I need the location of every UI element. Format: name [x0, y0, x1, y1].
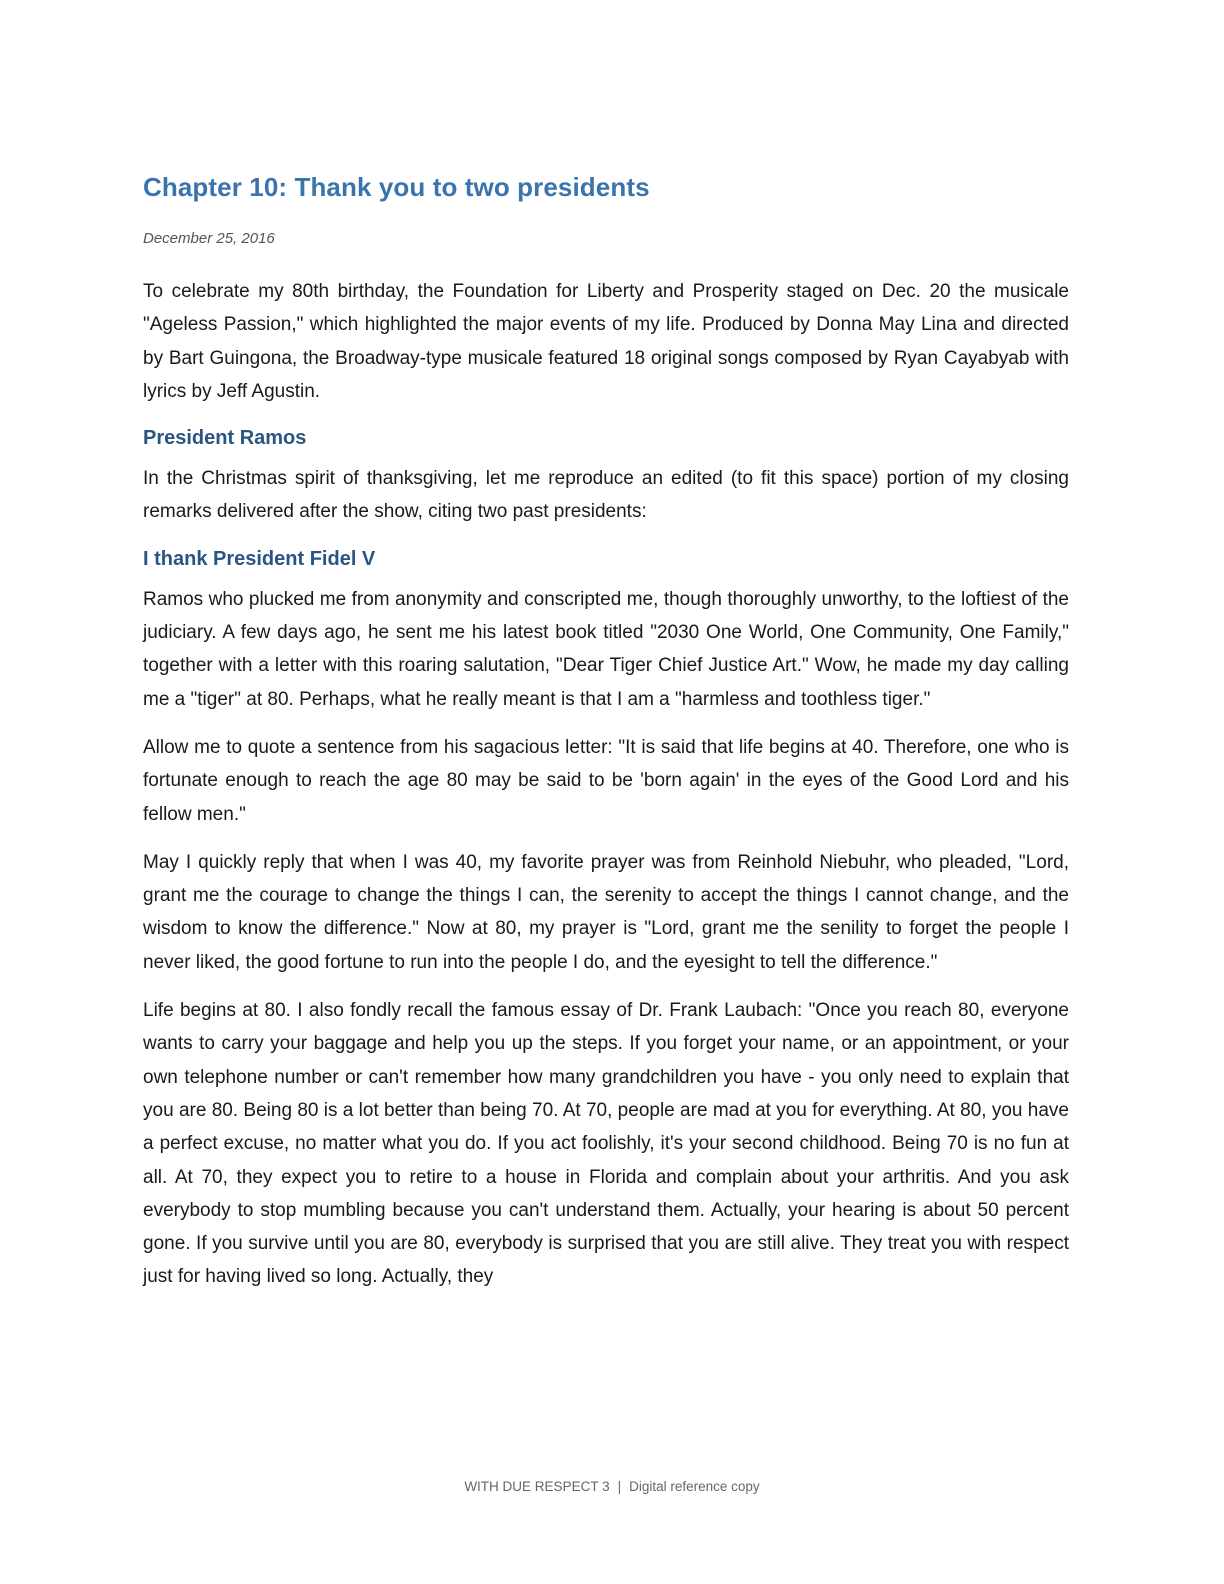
- chapter-date: December 25, 2016: [143, 230, 275, 247]
- paragraph-intro: To celebrate my 80th birthday, the Foundation for Liberty and Prosperity staged on Dec. 20 the musicale "Ageless Passion," which highlighted the major events of my life. Produced by Donna May Lina and directed by Bart Guingona, the Broadway-type musicale featured 18 original songs composed by Ryan Cayabyab with lyrics by Jeff Agustin.: [143, 281, 1069, 402]
- page-footer: [0, 1479, 1224, 1494]
- document-page: [143, 0, 1069, 1584]
- subheading-thank-president-fidel: I thank President Fidel V: [143, 547, 376, 570]
- paragraph-life-begins-at-80: Life begins at 80. I also fondly recall the famous essay of Dr. Frank Laubach: "Once you reach 80, everyone wants to carry your baggage and help you up the steps. If you forget your name, or an appointment, or your own telephone number or can't remember how many grandchildren you have - you only need to explain that you are 80. Being 80 is a lot better than being 70. At 70, people are mad at you for everything. At 80, you have a perfect excuse, no matter what you do. If you act foolishly, it's your second childhood. Being 70 is no fun at all. At 70, they expect you to retire to a house in Florida and complain about your arthritis. And you ask everybody to stop mumbling because you can't understand them. Actually, your hearing is about 50 percent gone. If you survive until you are 80, everybody is surprised that you are still alive. They treat you with respect just for having lived so long. Actually, they: [143, 1000, 1069, 1288]
- paragraph-thanksgiving: In the Christmas spirit of thanksgiving, let me reproduce an edited (to fit this space) portion of my closing remarks delivered after the show, citing two past presidents:: [143, 468, 1069, 523]
- paragraph-ramos: Ramos who plucked me from anonymity and conscripted me, though thoroughly unworthy, to the loftiest of the judiciary. A few days ago, he sent me his latest book titled "2030 One World, One Community, One Family," together with a letter with this roaring salutation, "Dear Tiger Chief Justice Art." Wow, he made my day calling me a "tiger" at 80. Perhaps, what he really meant is that I am a "harmless and toothless tiger.": [143, 588, 1069, 710]
- paragraph-prayer: May I quickly reply that when I was 40, my favorite prayer was from Reinhold Niebuhr, who pleaded, "Lord, grant me the courage to change the things I can, the serenity to accept the things I cannot change, and the wisdom to know the difference." Now at 80, my prayer is "Lord, grant me the senility to forget the people I never liked, the good fortune to run into the people I do, and the eyesight to tell the difference.": [143, 851, 1069, 973]
- footer-book-title: WITH DUE RESPECT 3: [464, 1479, 610, 1494]
- paragraph-letter-quote: Allow me to quote a sentence from his sagacious letter: "It is said that life begins at 40. Therefore, one who is fortunate enough to reach the age 80 may be said to be 'born again' in the eyes of the Good Lord and his fellow men.": [143, 736, 1069, 825]
- section-heading-president-ramos: President Ramos: [143, 427, 307, 450]
- chapter-body: [143, 275, 1069, 1309]
- footer-copy-label: Digital reference copy: [629, 1479, 760, 1494]
- footer-separator: |: [617, 1479, 622, 1494]
- chapter-title: Chapter 10: Thank you to two presidents: [143, 172, 650, 202]
